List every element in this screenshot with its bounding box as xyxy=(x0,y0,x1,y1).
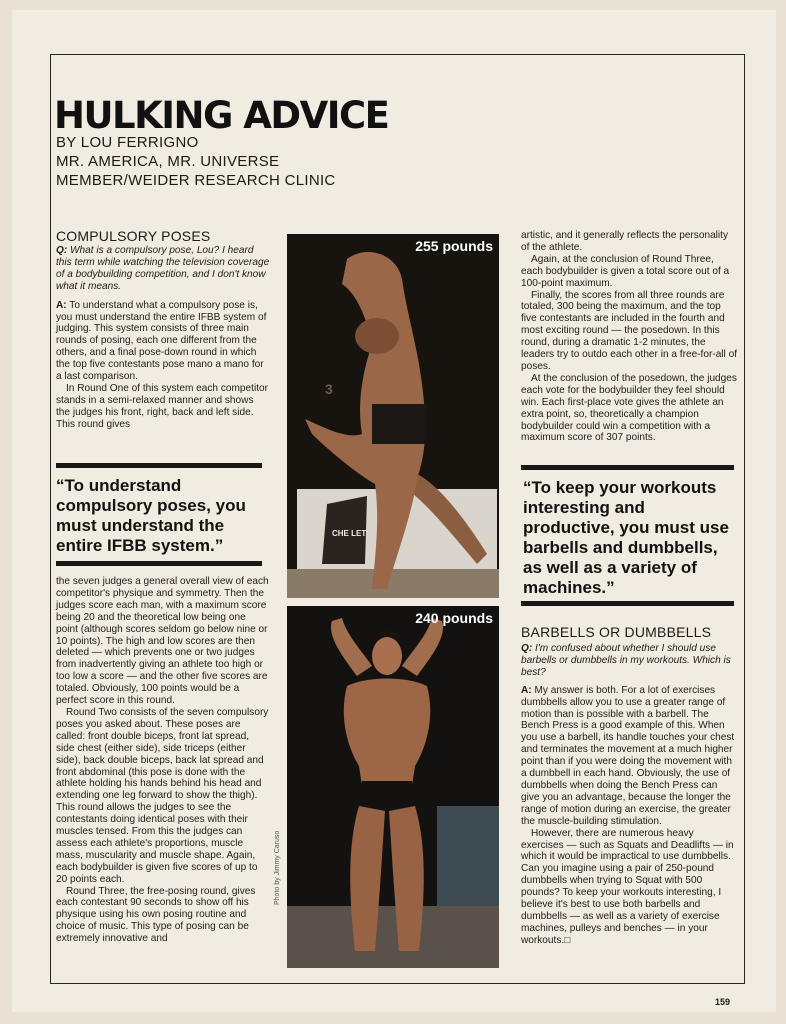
paragraph-round-three: Round Three, the free-posing round, gives each contestant 90 seconds to show off his physique using his own posing routine and choice of music. This type of posing can be extremely innovative and xyxy=(56,885,256,945)
answer-barbells: A: My answer is both. For a lot of exercises dumbbells allow you to use a greater range of motion than is possible with a barbell. The Bench Press is a good example of this. When you use a barbell, its handle touches your chest and terminates the movement at a much higher point than if you were doing the movement with a dumbbell in each hand. Obviously, the use of dumbbells when doing the Bench Press can give you an advantage, because the longer the range of motion during an exercise, the greater the muscle-building stimulation. xyxy=(521,684,735,827)
paragraph-round-one: In Round One of this system each competitor stands in a semi-relaxed manner and shows the judges his front, right, back and left side. This round gives xyxy=(56,382,268,430)
magazine-page xyxy=(12,10,776,1012)
side-pose-figure xyxy=(287,234,499,598)
paragraph-judges: the seven judges a general overall view of each competitor's physique and symmetry. Then the judges score each man, with a maximum score being 20 and the theoretical low being one point (although scores seldom go below nine or 10 points). The high and low scores are then deleted — which prevents one or two judges from inadvertently giving an athlete too high or too low a score — and the other five scores are totaled. Obviously, 100 points would be a perfect score in this round. xyxy=(56,576,269,707)
weight-label-top: 255 pounds xyxy=(415,238,493,254)
byline-titles: MR. AMERICA, MR. UNIVERSE xyxy=(56,153,280,170)
right-column-top-text xyxy=(521,230,737,444)
pullquote2-rule-top xyxy=(521,465,734,470)
photo-credit: Photo by Jimmy Caruso xyxy=(274,830,281,905)
paragraph-round-three-score: Again, at the conclusion of Round Three, each bodybuilder is given a total score out of a 100-point maximum. xyxy=(521,253,730,289)
answer-compulsory: A: To understand what a compulsory pose is, you must understand the entire IFBB system of judging. This system consists of three main rounds of posing, each one different from the others, and a final pose-down round in which the top five contestants pose mano a mano for a last comparison. xyxy=(56,299,267,383)
question-compulsory: Q: What is a compulsory pose, Lou? I heard this term while watching the television coverage of a bodybuilding competition, and I don't know what it means. xyxy=(56,245,270,292)
question-barbells: Q: I'm confused about whether I should use barbells or dumbbells in my workouts. Which is best? xyxy=(521,643,731,678)
photo-side-pose xyxy=(287,234,499,598)
paragraph-round-two: Round Two consists of the seven compulsory poses you asked about. These poses are called: front double biceps, front lat spread, side chest (either side), side triceps (either side), back double biceps, back lat spread and front abdominal (this pose is done with the athlete holding his hands behind his head and extending one leg forward to show the thigh). This round allows the judges to see the contestants doing identical poses with their muscles tensed. From this the judges can assess each athlete's proportions, muscle mass, muscularity and muscle shape. Again, each bodybuilder is given five scores of up to 20 points each. xyxy=(56,706,269,885)
section-heading-barbells: BARBELLS OR DUMBBELLS xyxy=(521,624,712,640)
paragraph-heavy-exercises: However, there are numerous heavy exercises — such as Squats and Deadlifts — in which it would be impractical to use dumbbells. Can you imagine using a pair of 250-pound dumbbells when trying to Squat with 500 pounds? To keep your workouts interesting, I believe it's best to use both barbells and dumbbells — as well as a variety of exercise machines, pulleys and benches — in your workouts.□ xyxy=(521,827,734,946)
pullquote-workouts: “To keep your workouts interesting and productive, you must use barbells and dumbbells, as well as a variety of machines.” xyxy=(523,478,729,597)
pullquote-rule-bottom xyxy=(56,561,262,566)
photo-front-pose xyxy=(287,606,499,968)
stage-number: 3 xyxy=(325,381,333,397)
section-heading-compulsory-poses: COMPULSORY POSES xyxy=(56,228,211,244)
pullquote-compulsory: “To understand compulsory poses, you must understand the entire IFBB system.” xyxy=(56,476,246,555)
left-column-top-text xyxy=(56,245,270,431)
paragraph-artistic: artistic, and it generally reflects the personality of the athlete. xyxy=(521,230,729,253)
banner-text: CHE LET xyxy=(332,529,367,538)
byline-affiliation: MEMBER/WEIDER RESEARCH CLINIC xyxy=(56,172,336,189)
front-pose-figure xyxy=(287,606,499,968)
byline-author: BY LOU FERRIGNO xyxy=(56,134,199,151)
weight-label-bottom: 240 pounds xyxy=(415,610,493,626)
pullquote2-rule-bottom xyxy=(521,601,734,606)
article-title: HULKING ADVICE xyxy=(54,94,389,137)
paragraph-posedown: Finally, the scores from all three rounds are totaled, 300 being the maximum, and the top five contestants are included in the fourth and most exciting round — the posedown. In this round, during a dramatic 1-2 minutes, the leaders try to outdo each other in a free-for-all of poses. xyxy=(521,289,738,372)
pullquote-rule-top xyxy=(56,463,262,468)
left-column-bottom-text xyxy=(56,576,270,945)
right-column-bottom-text xyxy=(521,643,737,947)
paragraph-final-vote: At the conclusion of the posedown, the judges each vote for the bodybuilder they feel should win. Each first-place vote gives the athlete an extra point, so, theoretically a champion bodybuilder could win a competition with a maximum score of 307 points. xyxy=(521,372,737,444)
page-number: 159 xyxy=(715,997,731,1007)
